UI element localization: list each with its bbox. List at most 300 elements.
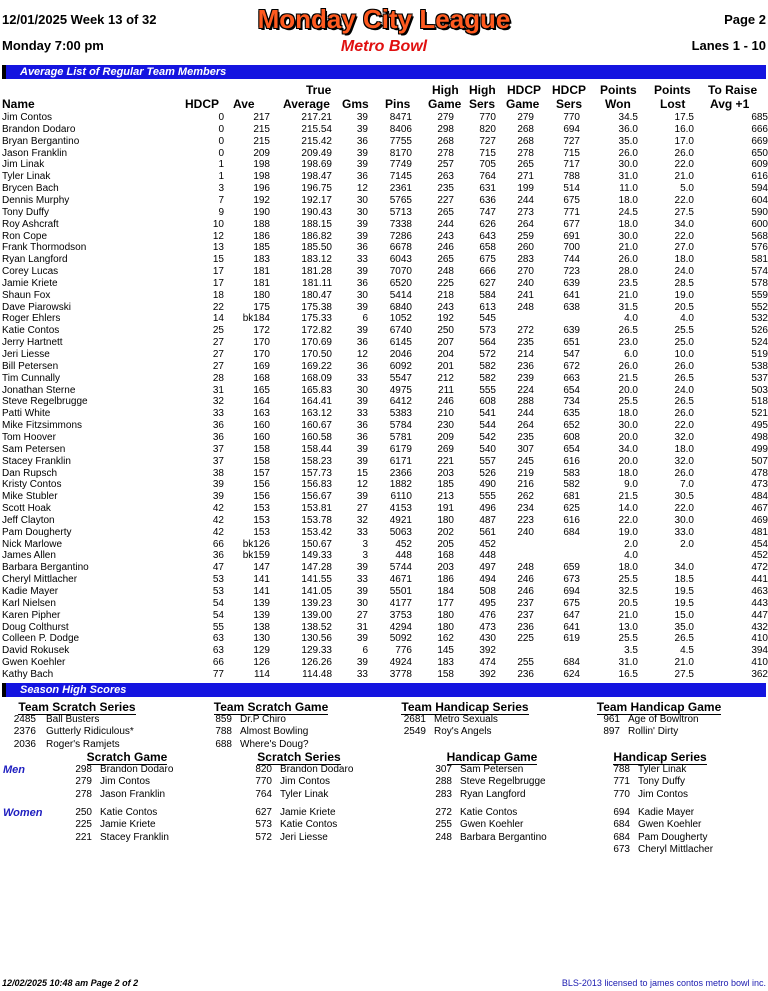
cell: Stacey Franklin [2, 455, 71, 467]
cell: 31 [212, 384, 224, 396]
cell: 27.5 [674, 668, 694, 680]
cell: 36 [356, 242, 368, 254]
cell: 26.0 [618, 254, 638, 266]
cell: 6 [362, 645, 368, 657]
cell: 257 [437, 159, 454, 171]
cell: 243 [437, 301, 454, 313]
cell: 13 [212, 242, 224, 254]
cell: bk126 [242, 538, 270, 550]
cell: 484 [751, 491, 768, 503]
cell: 675 [563, 597, 580, 609]
cell: 658 [479, 242, 496, 254]
cell: 5781 [389, 431, 412, 443]
score-value: 694 [613, 807, 630, 818]
cell: 157.73 [301, 467, 332, 479]
cell: 663 [563, 372, 580, 384]
cell: 39 [356, 218, 368, 230]
cell: 494 [479, 574, 496, 586]
cell: 21.0 [618, 609, 638, 621]
cell: 164 [253, 396, 270, 408]
cell: 5784 [389, 420, 412, 432]
col-pw-bottom: Won [605, 97, 631, 111]
cell: 6678 [389, 242, 412, 254]
col-pl-bottom: Lost [660, 97, 686, 111]
cell: 8406 [389, 123, 412, 135]
cell: 217 [253, 112, 270, 123]
cell: 18.0 [618, 467, 638, 479]
cell: 190.43 [301, 206, 332, 218]
list-item [400, 726, 590, 738]
cell: 639 [563, 325, 580, 337]
cell: 141 [253, 586, 270, 597]
cell: 33 [356, 526, 368, 538]
cell: 3 [362, 550, 368, 562]
cell: 27 [212, 337, 224, 349]
list-item [430, 764, 620, 776]
cell: 209.49 [301, 147, 332, 159]
day-time: Monday 7:00 pm [2, 38, 104, 53]
cell: 237 [517, 609, 534, 621]
list-item [430, 807, 620, 819]
table-row [2, 231, 766, 243]
cell: Tyler Linak [2, 171, 51, 183]
list-item [8, 726, 198, 738]
cell: 7.0 [680, 479, 694, 491]
cell: 160.58 [301, 431, 332, 443]
cell: 681 [563, 491, 580, 503]
cell: 9 [218, 206, 224, 218]
cell: 153.42 [301, 526, 332, 538]
cell: 21.0 [618, 242, 638, 254]
table-row [2, 302, 766, 314]
cell: 153 [253, 514, 270, 526]
cell: 237 [517, 597, 534, 609]
cell: 651 [563, 337, 580, 349]
cell: 6092 [389, 360, 412, 372]
cell: 25.0 [674, 337, 694, 349]
cell: 30.0 [618, 159, 638, 171]
col-pl-top: Points [654, 83, 691, 97]
cell: 157 [253, 467, 270, 479]
cell: 262 [517, 491, 534, 503]
cell: Roy Ashcraft [2, 218, 59, 230]
cell: 497 [479, 562, 496, 574]
cell: 8170 [389, 147, 412, 159]
cell: 26.5 [674, 372, 694, 384]
cell: 36 [356, 135, 368, 147]
cell: 36 [356, 420, 368, 432]
cell: 175 [253, 301, 270, 313]
score-value: 764 [255, 788, 272, 800]
cell: 39 [356, 396, 368, 408]
cell: Tom Hoover [2, 431, 56, 443]
cell: 225 [517, 633, 534, 645]
cell: 572 [479, 349, 496, 360]
cell: 164.41 [301, 396, 332, 408]
cell: 23.5 [618, 277, 638, 289]
cell: 27 [356, 609, 368, 621]
cell: 25.5 [618, 633, 638, 645]
lanes: Lanes 1 - 10 [691, 38, 766, 53]
cell: 240 [517, 526, 534, 538]
cell: 770 [563, 112, 580, 123]
cell: 153 [253, 503, 270, 515]
cell: 221 [437, 455, 454, 467]
col-true-top: True [306, 83, 332, 97]
cell: 39 [356, 491, 368, 503]
cell: 452 [479, 538, 496, 550]
cell: 675 [563, 194, 580, 206]
list-item [430, 832, 620, 844]
cell: 236 [517, 360, 534, 372]
col-true-bottom: Average [283, 97, 330, 111]
cell: 5501 [389, 586, 412, 597]
list-item [250, 776, 440, 788]
cell: 250 [437, 325, 454, 337]
cell: Steve Regelbrugge [2, 396, 88, 408]
cell: 36 [356, 277, 368, 289]
cell: 4671 [389, 574, 412, 586]
cell: 519 [751, 349, 768, 360]
cell: 163 [253, 408, 270, 420]
cell: 514 [563, 183, 580, 195]
cell: 39 [356, 455, 368, 467]
cell: 248 [517, 301, 534, 313]
average-list-title: Average List of Regular Team Members [20, 66, 227, 78]
cell: 2361 [389, 183, 412, 195]
list-item [210, 714, 400, 726]
cell: 33.0 [674, 526, 694, 538]
cell: bk184 [242, 313, 270, 325]
cell: 717 [563, 159, 580, 171]
men-label: Men [3, 764, 25, 776]
cell: 18 [212, 289, 224, 301]
score-holder: Kadie Mayer [638, 807, 695, 818]
cell: 17.5 [674, 112, 694, 123]
cell: 63 [212, 633, 224, 645]
score-value: 2485 [13, 714, 36, 725]
cell: 32.5 [618, 586, 638, 597]
cell: Frank Thormodson [2, 242, 87, 254]
cell: 4975 [389, 384, 412, 396]
cell: Kristy Contos [2, 479, 62, 491]
cell: 498 [751, 431, 768, 443]
cell: 170.50 [301, 349, 332, 360]
cell: Jim Linak [2, 159, 45, 171]
cell: 31.0 [618, 657, 638, 669]
cell: 5713 [389, 206, 412, 218]
cell: 22.0 [674, 159, 694, 171]
cell: 188.15 [301, 218, 332, 230]
cell: 604 [751, 194, 768, 206]
cell: 264 [517, 218, 534, 230]
list-item [598, 714, 768, 726]
cell: Jeri Liesse [2, 349, 50, 360]
list-item [430, 776, 620, 788]
cell: 18.0 [674, 254, 694, 266]
cell: 18.0 [618, 562, 638, 574]
col-hg-top: High [432, 83, 459, 97]
cell: 169.22 [301, 360, 332, 372]
table-row [2, 349, 766, 361]
cell: 241 [517, 289, 534, 301]
cell: 36 [356, 171, 368, 183]
score-holder: Tyler Linak [280, 788, 329, 800]
cell: 31 [356, 621, 368, 633]
cell: 158 [253, 455, 270, 467]
cell: 32 [212, 396, 224, 408]
cell: 4924 [389, 657, 412, 669]
cell: 15.0 [674, 609, 694, 621]
cell: 212 [437, 372, 454, 384]
cell: 7 [218, 194, 224, 206]
cell: 454 [751, 538, 768, 550]
cell: 246 [437, 396, 454, 408]
cell: 168.09 [301, 372, 332, 384]
cell: 214 [517, 349, 534, 360]
cell: 5547 [389, 372, 412, 384]
cell: 6171 [389, 455, 412, 467]
cell: 175.33 [301, 313, 332, 325]
cell: 11.0 [619, 183, 638, 195]
cell: 472 [751, 562, 768, 574]
cell: 6740 [389, 325, 412, 337]
cell: 17 [212, 266, 224, 278]
cell: 39 [356, 657, 368, 669]
cell: 219 [517, 467, 534, 479]
table-row [2, 598, 766, 610]
cell: 1882 [389, 479, 412, 491]
cell: 583 [563, 467, 580, 479]
cell: 7286 [389, 230, 412, 242]
cell: Jeff Clayton [2, 514, 55, 526]
table-row [2, 657, 766, 669]
cell: 481 [751, 526, 768, 538]
cell: 518 [751, 396, 768, 408]
cell: 33 [356, 408, 368, 420]
cell: 30 [356, 289, 368, 301]
cell: 42 [212, 526, 224, 538]
cell: 21.5 [618, 372, 638, 384]
cell: 213 [437, 491, 454, 503]
cell: 5414 [389, 289, 412, 301]
list-item [210, 739, 400, 751]
table-row [2, 136, 766, 148]
cell: 524 [751, 337, 768, 349]
bar-edge [2, 683, 6, 697]
score-value: 788 [613, 764, 630, 775]
team-scratch-series-header: Team Scratch Series [18, 700, 136, 714]
cell: 185 [253, 242, 270, 254]
cell: 31.5 [618, 301, 638, 313]
list-item [598, 726, 768, 738]
cell: Jonathan Sterne [2, 384, 76, 396]
cell: Cheryl Mittlacher [2, 574, 78, 586]
cell: 39 [212, 479, 224, 491]
cell: 0 [218, 147, 224, 159]
score-value: 250 [75, 807, 92, 818]
cell: 4153 [389, 503, 412, 515]
score-value: 248 [435, 831, 452, 843]
cell: 30 [356, 194, 368, 206]
cell: 582 [479, 372, 496, 384]
cell: 33 [356, 372, 368, 384]
list-item [608, 844, 768, 856]
cell: 283 [517, 254, 534, 266]
cell: 204 [437, 349, 454, 360]
col-hds-top: HDCP [552, 83, 587, 97]
cell: Jason Franklin [2, 147, 68, 159]
cell: 582 [479, 360, 496, 372]
list-item [250, 807, 440, 819]
score-holder: Jim Contos [280, 776, 331, 788]
cell: Katie Contos [2, 325, 60, 337]
cell: Nick Marlowe [2, 538, 63, 550]
cell: 635 [563, 408, 580, 420]
cell: 675 [479, 254, 496, 266]
cell: 156.67 [301, 491, 332, 503]
cell: 469 [751, 514, 768, 526]
table-row [2, 385, 766, 397]
cell: 114.48 [302, 668, 332, 680]
cell: 473 [479, 621, 496, 633]
cell: 259 [517, 230, 534, 242]
cell: 6840 [389, 301, 412, 313]
cell: 694 [563, 123, 580, 135]
cell: 177 [437, 597, 454, 609]
cell: 42 [212, 503, 224, 515]
cell: 30 [356, 384, 368, 396]
cell: 557 [479, 455, 496, 467]
cell: 34.5 [618, 112, 638, 123]
list-item [608, 819, 768, 831]
cell: 362 [751, 668, 768, 680]
cell: 39 [356, 325, 368, 337]
cell: 6412 [389, 396, 412, 408]
cell: 22.0 [674, 420, 694, 432]
cell: 21.0 [618, 289, 638, 301]
table-row [2, 195, 766, 207]
cell: 555 [479, 491, 496, 503]
score-holder: Gwen Koehler [460, 819, 524, 831]
cell: 37 [212, 455, 224, 467]
cell: 183 [437, 657, 454, 669]
score-holder: Where's Doug? [240, 738, 309, 750]
table-row [2, 503, 766, 515]
cell: 268 [437, 135, 454, 147]
team-scratch-game-header: Team Scratch Game [213, 700, 329, 714]
cell: 574 [751, 266, 768, 278]
cell: 6.0 [624, 349, 638, 360]
cell: 22 [212, 301, 224, 313]
cell: 138.52 [301, 621, 332, 633]
score-value: 859 [215, 714, 232, 725]
score-value: 771 [613, 776, 630, 788]
cell: 21.0 [674, 657, 694, 669]
table-row [2, 408, 766, 420]
cell: 158 [437, 668, 454, 680]
list-item [70, 807, 260, 819]
cell: 36 [212, 420, 224, 432]
cell: 181 [253, 266, 270, 278]
cell: 25.5 [618, 574, 638, 586]
cell: 28 [212, 372, 224, 384]
cell: 147 [253, 562, 270, 574]
score-holder: Katie Contos [100, 807, 158, 818]
cell: 448 [395, 550, 412, 562]
cell: 36 [212, 431, 224, 443]
cell: 36 [356, 431, 368, 443]
cell: 3753 [389, 609, 412, 621]
list-item [608, 789, 768, 801]
cell: 114 [254, 668, 270, 680]
cell: 15 [212, 254, 224, 266]
cell: 616 [563, 455, 580, 467]
table-row [2, 645, 766, 657]
cell: 181.11 [302, 277, 332, 289]
cell: 430 [479, 633, 496, 645]
cell: 77 [212, 668, 224, 680]
cell: 496 [479, 503, 496, 515]
cell: 244 [517, 194, 534, 206]
cell: 14.0 [618, 503, 638, 515]
cell: 130.56 [301, 633, 332, 645]
score-value: 770 [255, 776, 272, 788]
cell: 244 [517, 408, 534, 420]
cell: 6110 [390, 491, 412, 503]
cell: 28.5 [674, 277, 694, 289]
cell: Dave Piarowski [2, 301, 71, 313]
cell: 39 [356, 123, 368, 135]
cell: 198 [253, 171, 270, 183]
cell: Bryan Bergantino [2, 135, 80, 147]
cell: Colleen P. Dodge [2, 633, 80, 645]
score-holder: Sam Petersen [460, 764, 524, 775]
cell: Brycen Bach [2, 183, 59, 195]
cell: 21.0 [674, 171, 694, 183]
cell: 192 [253, 194, 270, 206]
table-row [2, 148, 766, 160]
cell: 19.5 [674, 597, 694, 609]
cell: 36 [356, 337, 368, 349]
cell: 20.0 [618, 431, 638, 443]
cell: 230 [437, 420, 454, 432]
list-item [608, 807, 768, 819]
cell: 677 [563, 218, 580, 230]
cell: 198.69 [301, 159, 332, 171]
cell: 210 [437, 408, 454, 420]
score-value: 2681 [403, 714, 426, 725]
cell: 39 [356, 562, 368, 574]
score-holder: Katie Contos [460, 807, 518, 818]
col-hdg-bottom: Game [506, 97, 540, 111]
cell: 21.5 [618, 491, 638, 503]
cell: 27 [212, 349, 224, 360]
cell: 24.0 [674, 384, 694, 396]
cell: 25.5 [674, 325, 694, 337]
cell: 12 [212, 230, 224, 242]
cell: 641 [563, 621, 580, 633]
cell: 158.23 [301, 455, 332, 467]
cell: 5765 [389, 194, 412, 206]
cell: 1052 [389, 313, 412, 325]
score-holder: Stacey Franklin [100, 831, 169, 843]
cell: 39 [356, 230, 368, 242]
cell: 26.5 [674, 396, 694, 408]
cell: 7070 [389, 266, 412, 278]
cell: 443 [751, 597, 768, 609]
cell: 600 [751, 218, 768, 230]
